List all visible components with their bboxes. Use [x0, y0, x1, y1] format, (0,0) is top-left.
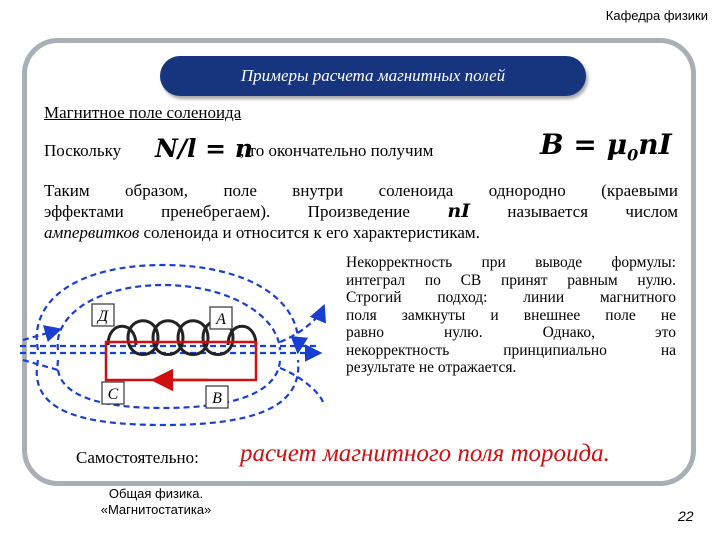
note-line-6: некорректность принципиально на [346, 341, 676, 359]
formula-solenoid-field: $B = \mu_0nI$ [540, 128, 672, 165]
page-title: Примеры расчета магнитных полей [240, 66, 506, 85]
label-B: В [212, 390, 222, 407]
contour-labels [92, 304, 232, 408]
note-line-3: Строгий подход: линии магнитного [346, 289, 676, 306]
label-D: Д [97, 308, 109, 325]
note-line-7: результате не отражается. [346, 359, 517, 376]
label-C: С [107, 386, 119, 403]
note-line-1: Некорректность при выводе формулы: [346, 254, 676, 271]
page-number: 22 [678, 508, 694, 524]
note-line-4: поля замкнуты и внешнее поле не [346, 306, 676, 324]
self-study-task: расчет магнитного поля тороида. [240, 440, 610, 467]
footer-line-1: Общая физика. [108, 486, 204, 501]
paragraph-line-1: Таким образом, поле внутри соленоида однородно (краевыми [44, 181, 678, 200]
nI-symbol: nI [447, 200, 471, 222]
self-study-label: Самостоятельно: [76, 448, 199, 467]
solenoid-coil [108, 321, 256, 355]
note-line-2: интеграл по СВ принят равным нулю. [346, 271, 676, 289]
intro-then: , то окончательно получим [240, 141, 434, 160]
department-label: Кафедра физики [605, 8, 708, 23]
correction-note [346, 254, 676, 377]
solenoid-diagram [18, 260, 328, 430]
intro-since: Поскольку [44, 141, 122, 160]
formula-turn-density: N/l = n [155, 134, 254, 163]
section-subtitle: Магнитное поле соленоида [44, 103, 242, 122]
footer-course [76, 486, 236, 518]
footer-line-2: «Магнитостатика» [100, 502, 212, 517]
label-A: А [216, 311, 226, 328]
paragraph-line-2: эффектами пренебрегаем). Произведение nI называется числом [44, 200, 679, 222]
note-line-5: равно нулю. Однако, это [346, 324, 676, 341]
explanation-paragraph [44, 180, 678, 243]
paragraph-line-3: ампервитков соленоида и относится к его характеристикам. [44, 223, 480, 242]
field-lines [20, 265, 323, 425]
